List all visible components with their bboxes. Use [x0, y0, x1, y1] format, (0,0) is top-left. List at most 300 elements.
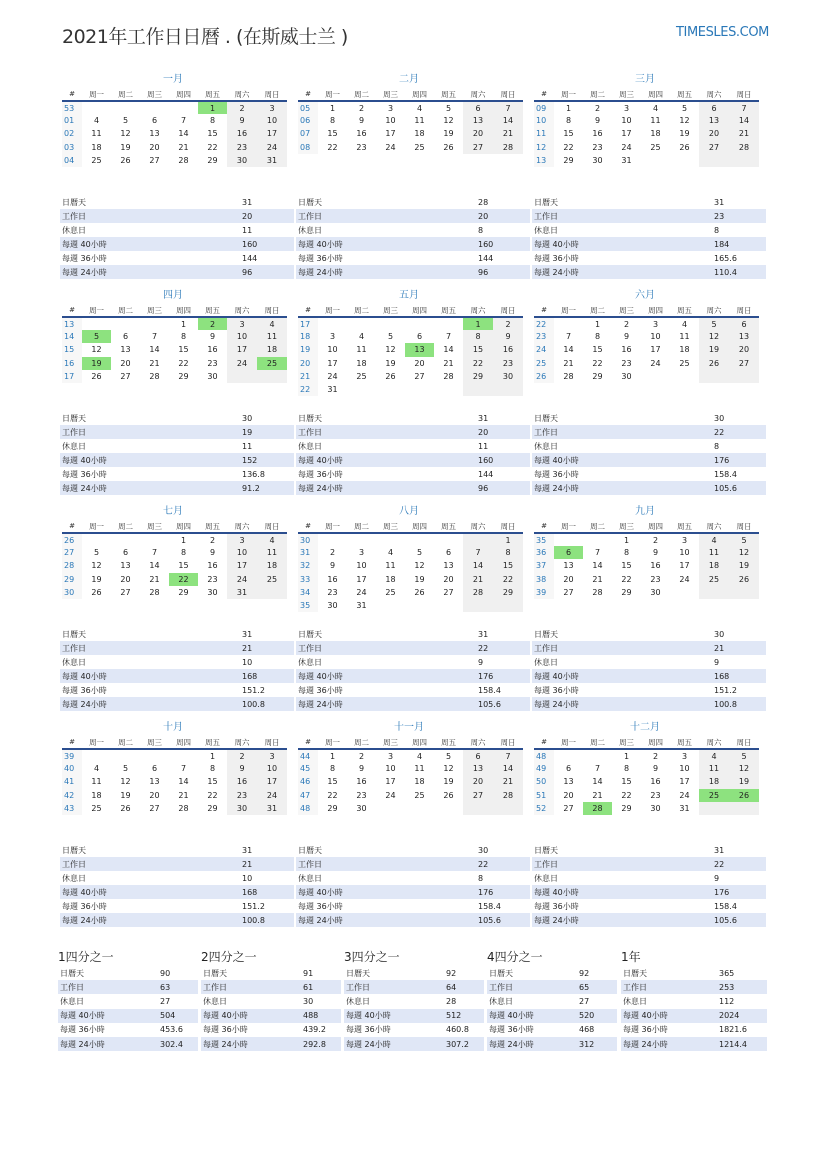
- stat-value: 28: [476, 195, 530, 209]
- day-cell: 23: [207, 574, 218, 584]
- stat-value: 31: [476, 627, 530, 641]
- day-cell: 29: [207, 803, 218, 813]
- day-cell: 18: [356, 358, 367, 368]
- stat-row: [296, 669, 530, 683]
- day-cell: 6: [416, 332, 423, 342]
- holiday-day: 13: [405, 343, 434, 356]
- day-cell: [169, 749, 198, 762]
- day-cell: 6: [699, 101, 729, 114]
- day-cell: 4: [699, 749, 729, 762]
- day-cell: 16: [592, 129, 603, 139]
- stat-row: [201, 994, 341, 1008]
- stat-row: [344, 1023, 484, 1037]
- day-cell: 13: [120, 345, 131, 355]
- day-cell: 1: [180, 319, 187, 329]
- holiday-day: 1: [198, 101, 227, 114]
- stat-label: 休息日: [621, 994, 717, 1008]
- stat-value: 176: [476, 885, 530, 899]
- day-cell: 3: [227, 317, 257, 330]
- day-cell: 3: [387, 751, 394, 761]
- weekday-header: 周四: [405, 520, 434, 533]
- day-cell: 26: [120, 803, 131, 813]
- stat-value: 307.2: [444, 1037, 484, 1051]
- stat-value: 30: [712, 411, 766, 425]
- day-cell: 22: [621, 574, 632, 584]
- stat-value: 253: [717, 980, 767, 994]
- week-number: 43: [62, 802, 82, 815]
- weekday-header: 周二: [347, 304, 376, 317]
- weekday-header: 周二: [347, 520, 376, 533]
- stat-row: [60, 885, 294, 899]
- weekday-header: 周日: [729, 736, 759, 749]
- month-name: 一月: [163, 74, 183, 85]
- day-cell: [376, 533, 405, 546]
- week-row: [534, 546, 759, 559]
- day-cell: 31: [356, 601, 367, 611]
- weekday-header: 周四: [169, 520, 198, 533]
- stat-row: [532, 899, 766, 913]
- day-cell: 28: [443, 371, 454, 381]
- day-cell: 27: [699, 141, 729, 154]
- day-cell: 5: [387, 332, 394, 342]
- stat-row: [201, 980, 341, 994]
- stat-label: 休息日: [296, 223, 476, 237]
- brand-link[interactable]: TIMESLES.COM: [675, 25, 769, 40]
- day-cell: 26: [91, 371, 102, 381]
- stat-row: [487, 1023, 617, 1037]
- weekday-header: 周一: [82, 520, 111, 533]
- day-cell: 9: [358, 116, 365, 126]
- month-stats: [60, 843, 294, 927]
- day-cell: 20: [414, 358, 425, 368]
- month-stats: [532, 195, 766, 279]
- month-name: 三月: [635, 74, 655, 85]
- day-cell: 27: [120, 371, 131, 381]
- stat-row: [60, 481, 294, 495]
- day-cell: 17: [257, 775, 287, 788]
- day-cell: 6: [151, 764, 158, 774]
- weekday-header: 周一: [554, 736, 583, 749]
- day-cell: 30: [327, 601, 338, 611]
- week-number: 39: [62, 749, 82, 762]
- quarter-title: 1年: [621, 950, 641, 964]
- week-number: 19: [298, 343, 318, 356]
- day-cell: 5: [122, 116, 129, 126]
- stat-row: [296, 871, 530, 885]
- stat-row: [532, 237, 766, 251]
- stat-value: 144: [476, 251, 530, 265]
- day-cell: 10: [679, 548, 690, 558]
- day-cell: 29: [327, 803, 338, 813]
- week-row: [534, 775, 759, 788]
- day-cell: 5: [729, 533, 759, 546]
- day-cell: 6: [463, 749, 493, 762]
- weekday-header: 周四: [641, 304, 670, 317]
- day-cell: 3: [652, 319, 659, 329]
- day-cell: 4: [257, 317, 287, 330]
- stat-label: 每週 36小時: [60, 899, 240, 913]
- stat-label: 每週 24小時: [296, 265, 476, 279]
- stat-value: 61: [301, 980, 341, 994]
- stat-label: 工作日: [296, 641, 476, 655]
- month-stats: [532, 411, 766, 495]
- week-number: 13: [62, 317, 82, 330]
- week-number-header: #: [62, 520, 82, 533]
- stat-label: 日曆天: [60, 195, 240, 209]
- day-cell: 5: [93, 548, 100, 558]
- day-cell: 12: [729, 762, 759, 775]
- stat-row: [296, 683, 530, 697]
- stat-row: [58, 1023, 198, 1037]
- day-cell: 9: [227, 762, 257, 775]
- month-name: 五月: [399, 290, 419, 301]
- day-cell: 1: [565, 103, 572, 113]
- day-cell: 5: [122, 764, 129, 774]
- week-row: [62, 330, 287, 343]
- stat-value: 22: [476, 641, 530, 655]
- stat-row: [532, 209, 766, 223]
- stat-value: 302.4: [158, 1037, 198, 1051]
- day-cell: [699, 586, 729, 599]
- day-cell: [463, 533, 493, 546]
- weekday-header: 周三: [140, 736, 169, 749]
- week-number: 25: [534, 357, 554, 370]
- week-number: 23: [534, 330, 554, 343]
- weekday-header: 周二: [347, 736, 376, 749]
- week-row: [534, 101, 759, 114]
- day-cell: 11: [257, 330, 287, 343]
- stat-label: 日曆天: [487, 966, 577, 980]
- week-row: [298, 586, 523, 599]
- day-cell: [493, 599, 523, 612]
- stat-row: [60, 641, 294, 655]
- week-row: [534, 317, 759, 330]
- day-cell: [434, 802, 463, 815]
- year-summary: [621, 950, 767, 1051]
- stat-row: [296, 885, 530, 899]
- day-cell: 30: [356, 803, 367, 813]
- stat-row: [296, 481, 530, 495]
- stat-label: 休息日: [532, 439, 712, 453]
- stat-label: 每週 36小時: [344, 1023, 444, 1037]
- day-cell: [140, 533, 169, 546]
- weekday-header: 周一: [318, 520, 347, 533]
- week-number: 22: [534, 317, 554, 330]
- day-cell: 22: [178, 358, 189, 368]
- week-number: 09: [534, 101, 554, 114]
- week-number: 33: [298, 573, 318, 586]
- day-cell: 5: [699, 317, 729, 330]
- stat-label: 休息日: [60, 223, 240, 237]
- day-cell: 1: [623, 535, 630, 545]
- week-row: [62, 802, 287, 815]
- day-cell: 18: [91, 790, 102, 800]
- stat-row: [532, 885, 766, 899]
- day-cell: 15: [493, 559, 523, 572]
- day-cell: [493, 383, 523, 396]
- day-cell: 9: [358, 764, 365, 774]
- stat-value: 92: [577, 966, 617, 980]
- week-number: 28: [62, 559, 82, 572]
- day-cell: 14: [493, 114, 523, 127]
- day-cell: 23: [207, 358, 218, 368]
- stat-label: 每週 36小時: [532, 899, 712, 913]
- month-table: [62, 304, 287, 383]
- stat-value: 90: [158, 966, 198, 980]
- stat-value: 21: [240, 641, 294, 655]
- stat-value: 31: [240, 627, 294, 641]
- week-number: 52: [534, 802, 554, 815]
- day-cell: 5: [729, 749, 759, 762]
- stat-label: 每週 36小時: [621, 1023, 717, 1037]
- day-cell: 2: [594, 103, 601, 113]
- day-cell: [554, 749, 583, 762]
- month-block: [298, 72, 520, 154]
- day-cell: 24: [621, 142, 632, 152]
- week-row: [62, 573, 287, 586]
- stat-row: [296, 195, 530, 209]
- quarter-stats: [344, 966, 484, 1051]
- stat-value: 158.4: [712, 899, 766, 913]
- day-cell: 23: [592, 142, 603, 152]
- week-row: [62, 533, 287, 546]
- month-name: 十二月: [630, 722, 660, 733]
- weekday-header: 周三: [376, 304, 405, 317]
- stat-value: 11: [476, 439, 530, 453]
- weekday-header: 周六: [463, 88, 493, 101]
- stat-row: [60, 411, 294, 425]
- day-cell: 18: [699, 775, 729, 788]
- day-cell: 20: [563, 574, 574, 584]
- week-row: [62, 127, 287, 140]
- day-cell: 30: [621, 371, 632, 381]
- day-cell: 29: [463, 370, 493, 383]
- stat-label: 每週 24小時: [60, 913, 240, 927]
- stat-label: 每週 36小時: [60, 467, 240, 481]
- week-number: 38: [534, 573, 554, 586]
- month-name: 四月: [163, 290, 183, 301]
- day-cell: 24: [227, 357, 257, 370]
- weekday-header: 周一: [318, 88, 347, 101]
- weekday-header: 周四: [641, 520, 670, 533]
- stat-label: 每週 40小時: [296, 237, 476, 251]
- holiday-day: 22: [169, 573, 198, 586]
- day-cell: 25: [414, 142, 425, 152]
- stat-row: [487, 1037, 617, 1051]
- stat-label: 日曆天: [58, 966, 158, 980]
- month-stats: [296, 627, 530, 711]
- weekday-header: 周六: [699, 88, 729, 101]
- weekday-header: 周六: [227, 520, 257, 533]
- day-cell: 12: [729, 546, 759, 559]
- weekday-header: 周日: [493, 520, 523, 533]
- day-cell: 2: [358, 751, 365, 761]
- stat-value: 31: [476, 411, 530, 425]
- stat-row: [344, 1009, 484, 1023]
- day-cell: 10: [327, 345, 338, 355]
- day-cell: 24: [385, 790, 396, 800]
- stat-label: 日曆天: [60, 411, 240, 425]
- day-cell: [405, 383, 434, 396]
- stat-row: [532, 439, 766, 453]
- stat-label: 每週 40小時: [58, 1009, 158, 1023]
- day-cell: 5: [445, 103, 452, 113]
- day-cell: 15: [178, 561, 189, 571]
- day-cell: 6: [122, 548, 129, 558]
- day-cell: 9: [209, 548, 216, 558]
- day-cell: 2: [493, 317, 523, 330]
- stat-value: 30: [712, 627, 766, 641]
- week-row: [534, 357, 759, 370]
- weekday-header: 周五: [198, 520, 227, 533]
- day-cell: 22: [207, 790, 218, 800]
- day-cell: 28: [149, 587, 160, 597]
- day-cell: 17: [385, 777, 396, 787]
- stat-row: [296, 655, 530, 669]
- day-cell: [583, 533, 612, 546]
- week-number: 37: [534, 559, 554, 572]
- weekday-header: 周二: [583, 88, 612, 101]
- stat-value: 31: [712, 843, 766, 857]
- stat-value: 468: [577, 1023, 617, 1037]
- stat-row: [60, 655, 294, 669]
- week-number: 18: [298, 330, 318, 343]
- week-row: [534, 749, 759, 762]
- day-cell: 13: [463, 762, 493, 775]
- stat-row: [621, 966, 767, 980]
- day-cell: 18: [385, 574, 396, 584]
- weekday-header: 周五: [434, 736, 463, 749]
- week-row: [298, 101, 523, 114]
- day-cell: 10: [356, 561, 367, 571]
- day-cell: 1: [594, 319, 601, 329]
- day-cell: 15: [178, 345, 189, 355]
- week-row: [534, 533, 759, 546]
- day-cell: 22: [327, 790, 338, 800]
- day-cell: 12: [120, 129, 131, 139]
- stat-value: 96: [476, 481, 530, 495]
- stat-row: [296, 251, 530, 265]
- stat-row: [201, 1037, 341, 1051]
- day-cell: 22: [621, 790, 632, 800]
- weekday-header: 周五: [198, 304, 227, 317]
- day-cell: 6: [565, 764, 572, 774]
- week-row: [298, 559, 523, 572]
- stat-value: 8: [712, 439, 766, 453]
- stat-value: 19: [240, 425, 294, 439]
- day-cell: 14: [149, 561, 160, 571]
- weekday-header: 周一: [318, 736, 347, 749]
- week-number: 47: [298, 789, 318, 802]
- stat-row: [532, 453, 766, 467]
- day-cell: 1: [180, 535, 187, 545]
- stat-label: 每週 24小時: [532, 913, 712, 927]
- day-cell: 3: [358, 548, 365, 558]
- day-cell: 3: [227, 533, 257, 546]
- stat-label: 工作日: [201, 980, 301, 994]
- weekday-header: 周五: [434, 520, 463, 533]
- week-row: [534, 559, 759, 572]
- weekday-header: 周二: [347, 88, 376, 101]
- weekday-header: 周二: [111, 88, 140, 101]
- day-cell: 25: [679, 358, 690, 368]
- week-row: [298, 599, 523, 612]
- stat-row: [58, 1009, 198, 1023]
- day-cell: 26: [699, 357, 729, 370]
- stat-label: 日曆天: [201, 966, 301, 980]
- stat-label: 工作日: [487, 980, 577, 994]
- weekday-header: 周六: [699, 304, 729, 317]
- day-cell: 17: [327, 358, 338, 368]
- week-number: 50: [534, 775, 554, 788]
- week-row: [298, 114, 523, 127]
- day-cell: [376, 383, 405, 396]
- weekday-header: 周三: [376, 736, 405, 749]
- day-cell: 17: [227, 343, 257, 356]
- stat-label: 日曆天: [60, 627, 240, 641]
- weekday-header: 周四: [405, 736, 434, 749]
- stat-row: [621, 1037, 767, 1051]
- day-cell: 3: [681, 751, 688, 761]
- month-name: 八月: [399, 506, 419, 517]
- stat-value: 96: [476, 265, 530, 279]
- weekday-header: 周五: [198, 736, 227, 749]
- day-cell: [140, 101, 169, 114]
- stat-value: 512: [444, 1009, 484, 1023]
- weekday-header: 周二: [583, 304, 612, 317]
- week-number: 21: [298, 370, 318, 383]
- day-cell: 19: [729, 775, 759, 788]
- week-number: 41: [62, 775, 82, 788]
- day-cell: 17: [385, 129, 396, 139]
- week-row: [534, 114, 759, 127]
- day-cell: 30: [207, 587, 218, 597]
- stat-label: 工作日: [296, 425, 476, 439]
- week-row: [298, 789, 523, 802]
- stat-label: 每週 36小時: [532, 251, 712, 265]
- month-table: [298, 304, 523, 396]
- month-table: [298, 520, 523, 612]
- day-cell: 22: [327, 142, 338, 152]
- day-cell: 12: [699, 330, 729, 343]
- day-cell: 18: [414, 129, 425, 139]
- weekday-header: 周六: [227, 304, 257, 317]
- stat-value: 21: [240, 857, 294, 871]
- day-cell: [140, 749, 169, 762]
- day-cell: 21: [149, 574, 160, 584]
- day-cell: 25: [91, 803, 102, 813]
- stat-label: 日曆天: [60, 843, 240, 857]
- stat-value: 160: [476, 453, 530, 467]
- day-cell: 22: [493, 573, 523, 586]
- week-row: [534, 802, 759, 815]
- day-cell: 8: [493, 546, 523, 559]
- day-cell: 7: [493, 101, 523, 114]
- quarter-stats: [621, 966, 767, 1051]
- stat-value: 20: [476, 425, 530, 439]
- day-cell: [376, 317, 405, 330]
- day-cell: [257, 370, 287, 383]
- week-number: 39: [534, 586, 554, 599]
- stat-value: 10: [240, 655, 294, 669]
- stat-label: 每週 36小時: [60, 683, 240, 697]
- stat-value: 151.2: [240, 899, 294, 913]
- day-cell: 9: [623, 332, 630, 342]
- stat-label: 休息日: [532, 223, 712, 237]
- stat-value: 27: [158, 994, 198, 1008]
- stat-label: 工作日: [621, 980, 717, 994]
- stat-row: [532, 669, 766, 683]
